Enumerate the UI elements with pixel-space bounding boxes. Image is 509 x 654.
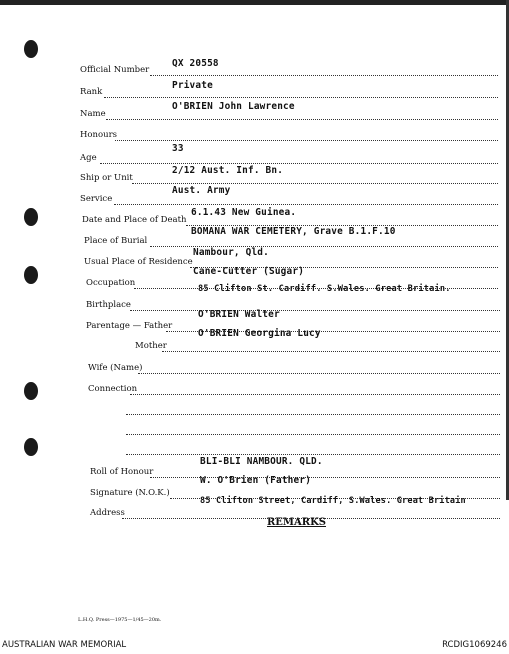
line-service xyxy=(114,204,498,205)
printer-note: L.H.Q. Press—1975—1/45—20m. xyxy=(78,617,162,623)
label-parentage-mother: Mother xyxy=(135,341,167,351)
line-parentage-mother xyxy=(162,351,500,352)
line-connection-extra xyxy=(126,414,500,415)
label-occupation: Occupation xyxy=(86,278,136,288)
label-ship-or-unit: Ship or Unit xyxy=(80,173,133,183)
label-parentage-father: Parentage — Father xyxy=(86,321,173,331)
label-usual-residence: Usual Place of Residence xyxy=(84,257,193,267)
line-rank xyxy=(104,97,498,98)
footer-record-id: RCDIG1069246 xyxy=(442,640,507,650)
line-connection xyxy=(130,394,500,395)
value-parentage-father: O'BRIEN Walter xyxy=(198,309,280,320)
line-age xyxy=(100,163,498,164)
value-usual-residence: Nambour, Qld. xyxy=(193,247,269,258)
line-ship-or-unit xyxy=(132,183,498,184)
value-birthplace: 85 Clifton St. Cardiff. S.Wales. Great Britain. xyxy=(198,284,451,294)
value-ship-or-unit: 2/12 Aust. Inf. Bn. xyxy=(172,165,284,176)
punch-hole-icon xyxy=(24,382,38,400)
label-honours: Honours xyxy=(80,130,118,140)
footer-institution: AUSTRALIAN WAR MEMORIAL xyxy=(2,640,127,650)
value-place-of-burial: BOMANA WAR CEMETERY, Grave B.1.F.10 xyxy=(191,226,396,237)
punch-hole-icon xyxy=(24,40,38,58)
label-rank: Rank xyxy=(80,87,103,97)
label-place-of-burial: Place of Burial xyxy=(84,236,148,246)
value-service: Aust. Army xyxy=(172,185,231,196)
label-date-place-death: Date and Place of Death xyxy=(82,215,187,225)
value-occupation: Cane-Cutter (Sugar) xyxy=(193,266,305,277)
line-official-number xyxy=(150,75,498,76)
line-honours xyxy=(115,140,498,141)
label-birthplace: Birthplace xyxy=(86,300,131,310)
punch-hole-icon xyxy=(24,438,38,456)
label-roll-of-honour: Roll of Honour xyxy=(90,467,154,477)
value-date-place-death: 6.1.43 New Guinea. xyxy=(191,207,297,218)
label-official-number: Official Number xyxy=(80,65,150,75)
value-name: O'BRIEN John Lawrence xyxy=(172,101,295,112)
line-birthplace xyxy=(130,310,500,311)
line-connection-extra xyxy=(126,454,500,455)
punch-hole-icon xyxy=(24,266,38,284)
line-wife xyxy=(138,373,500,374)
value-roll-of-honour: BLI-BLI NAMBOUR. QLD. xyxy=(200,456,323,467)
value-rank: Private xyxy=(172,80,213,91)
value-age: 33 xyxy=(172,143,184,154)
label-wife: Wife (Name) xyxy=(88,363,143,373)
line-connection-extra xyxy=(126,434,500,435)
label-connection: Connection xyxy=(88,384,138,394)
label-name: Name xyxy=(80,109,106,119)
label-address: Address xyxy=(90,508,125,518)
label-service: Service xyxy=(80,194,113,204)
label-signature: Signature (N.O.K.) xyxy=(90,488,170,498)
label-age: Age xyxy=(80,153,97,163)
remarks-heading: REMARKS xyxy=(267,517,326,528)
value-address: 85 Clifton Street, Cardiff, S.Wales. Great Britain xyxy=(200,496,466,506)
value-official-number: QX 20558 xyxy=(172,58,219,69)
value-parentage-mother: O'BRIEN Georgina Lucy xyxy=(198,328,321,339)
scan-top-edge xyxy=(0,0,509,5)
value-signature: W. O'Brien (Father) xyxy=(200,475,312,486)
line-name xyxy=(106,119,498,120)
punch-hole-icon xyxy=(24,208,38,226)
